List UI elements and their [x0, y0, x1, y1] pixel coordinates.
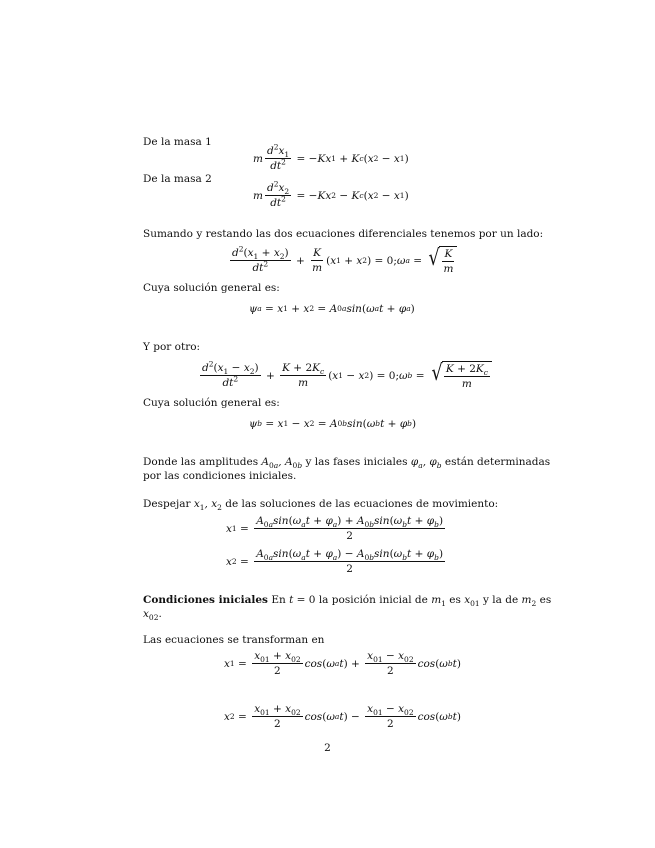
donde-part-c: están determinadas: [441, 456, 551, 468]
cond-line-2-end: .: [158, 608, 162, 620]
equation-mass-2: m $\frac{d^2x_2}{dt^2}$ = − Kx 2 − K c ( x 2 − x 1 ): [253, 179, 409, 209]
text-y-por-otro: Y por otro:: [143, 341, 201, 353]
equation-psi-b: ψ b = x 1 − x 2 = A 0b sin ( ω b t + φ b ): [249, 418, 417, 430]
text-mass-1: De la masa 1: [143, 136, 212, 148]
text-cuya-1: Cuya solución general es:: [143, 282, 280, 294]
cond-part-e: es: [536, 594, 552, 606]
text-cuya-2: Cuya solución general es:: [143, 397, 280, 409]
equation-x1-cos: x 1 = $\frac{x_{01} + x_{02}}{2}$ cos ( ω a t ) + $\frac{x_{01} - x_{02}}{2}$ cos ( ω b t ): [224, 650, 462, 677]
text-donde-line-1: Donde las amplitudes $A_{0a}$, $A_{0b}$ y las fases iniciales $\varphi_a$, $\varphi_b$ están determinadas: [143, 456, 551, 471]
equation-psi-a: ψ a = x 1 + x 2 = A 0a sin ( ω a t + φ a ): [249, 303, 415, 315]
text-sumando: Sumando y restando las dos ecuaciones diferenciales tenemos por un lado:: [143, 228, 544, 240]
equation-x2-solution: x 2 = $\frac{A_{0a}\sin(\omega_at + \varphi_a) - A_{0b}\sin(\omega_bt + \varphi_b)}{2}$: [226, 548, 444, 575]
donde-part-a: Donde las amplitudes: [143, 456, 262, 468]
text-transforman: Las ecuaciones se transforman en: [143, 634, 325, 646]
cond-part-b: la posición inicial de: [315, 594, 432, 606]
text-despejar: Despejar $x_1$, $x_2$ de las soluciones de las ecuaciones de movimiento:: [143, 498, 499, 513]
cond-part-c: es: [445, 594, 465, 606]
text-condiciones-line-1: Condiciones iniciales En t = 0 la posición inicial de $m_1$ es $x_{01}$ y la de $m_2$ es: [143, 594, 552, 609]
equation-sum: $\frac{d^2(x_1 + x_2)}{dt^2}$ + $\frac{K}{m}$ ( x 1 + x 2 ) = 0; ω a = √ $\frac{K}{m}$: [228, 246, 457, 275]
condiciones-heading: Condiciones iniciales: [143, 594, 268, 606]
cond-part-d: y la de: [479, 594, 522, 606]
donde-part-b: y las fases iniciales: [302, 456, 411, 468]
page-number: 2: [324, 742, 331, 754]
despejar-part-a: Despejar: [143, 498, 194, 510]
equation-diff: $\frac{d^2(x_1 - x_2)}{dt^2}$ + $\frac{K + 2K_c}{m}$ ( x 1 − x 2 ) = 0; ω b = √ $\frac{K + 2K_c}{m}$: [198, 361, 492, 390]
cond-part-a: En: [267, 594, 290, 606]
equation-x2-cos: x 2 = $\frac{x_{01} + x_{02}}{2}$ cos ( ω a t ) − $\frac{x_{01} - x_{02}}{2}$ cos ( ω b t ): [224, 703, 462, 730]
despejar-part-b: de las soluciones de las ecuaciones de movimiento:: [221, 498, 499, 510]
equation-mass-1: m $\frac{d^2x_1}{dt^2}$ = − Kx 1 + K c ( x 2 − x 1 ): [253, 142, 409, 172]
text-donde-line-2: por las condiciones iniciales.: [143, 470, 297, 482]
text-mass-2: De la masa 2: [143, 173, 212, 185]
equation-x1-solution: x 1 = $\frac{A_{0a}\sin(\omega_at + \varphi_a) + A_{0b}\sin(\omega_bt + \varphi_b)}{2}$: [226, 515, 444, 542]
text-condiciones-line-2: $x_{02}$.: [143, 608, 162, 623]
